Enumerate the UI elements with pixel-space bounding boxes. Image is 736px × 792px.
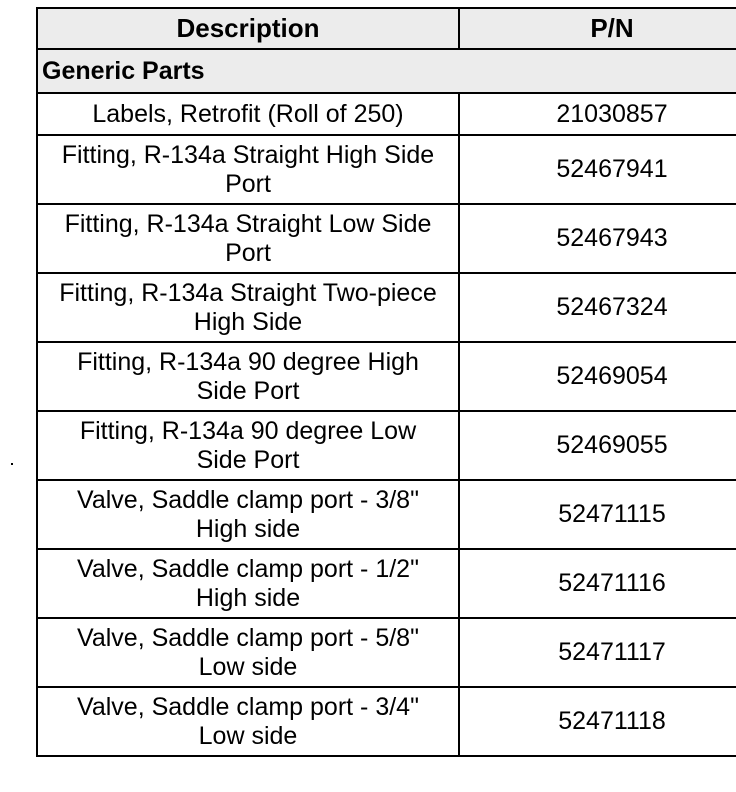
row-pn: 52469054 — [459, 342, 736, 411]
row-pn: 52467324 — [459, 273, 736, 342]
row-description: Fitting, R-134a Straight Low Side Port — [37, 204, 459, 273]
row-pn: 52469055 — [459, 411, 736, 480]
row-description: Fitting, R-134a 90 degree Low Side Port — [37, 411, 459, 480]
row-pn: 52467941 — [459, 135, 736, 204]
row-description: Fitting, R-134a Straight Two-piece High Side — [37, 273, 459, 342]
row-pn: 52471117 — [459, 618, 736, 687]
table-row — [37, 342, 736, 411]
table-row — [37, 687, 736, 756]
row-pn: 52471115 — [459, 480, 736, 549]
column-header-description: Description — [37, 8, 459, 49]
row-pn: 52471116 — [459, 549, 736, 618]
section-row — [37, 49, 736, 93]
row-description: Valve, Saddle clamp port - 5/8" Low side — [37, 618, 459, 687]
row-description: Fitting, R-134a 90 degree High Side Port — [37, 342, 459, 411]
row-description: Fitting, R-134a Straight High Side Port — [37, 135, 459, 204]
row-description: Valve, Saddle clamp port - 3/4" Low side — [37, 687, 459, 756]
row-pn: 21030857 — [459, 93, 736, 135]
scan-speck — [11, 463, 13, 465]
column-header-pn: P/N — [459, 8, 736, 49]
row-pn: 52471118 — [459, 687, 736, 756]
table-row — [37, 135, 736, 204]
parts-table — [36, 7, 736, 757]
table-row — [37, 273, 736, 342]
table-row — [37, 204, 736, 273]
table-row — [37, 618, 736, 687]
row-description: Valve, Saddle clamp port - 1/2" High side — [37, 549, 459, 618]
section-title: Generic Parts — [37, 49, 736, 93]
row-description: Valve, Saddle clamp port - 3/8" High side — [37, 480, 459, 549]
table-row — [37, 549, 736, 618]
table-row — [37, 411, 736, 480]
row-pn: 52467943 — [459, 204, 736, 273]
table-row — [37, 93, 736, 135]
header-row — [37, 8, 736, 49]
row-description: Labels, Retrofit (Roll of 250) — [37, 93, 459, 135]
table-row — [37, 480, 736, 549]
